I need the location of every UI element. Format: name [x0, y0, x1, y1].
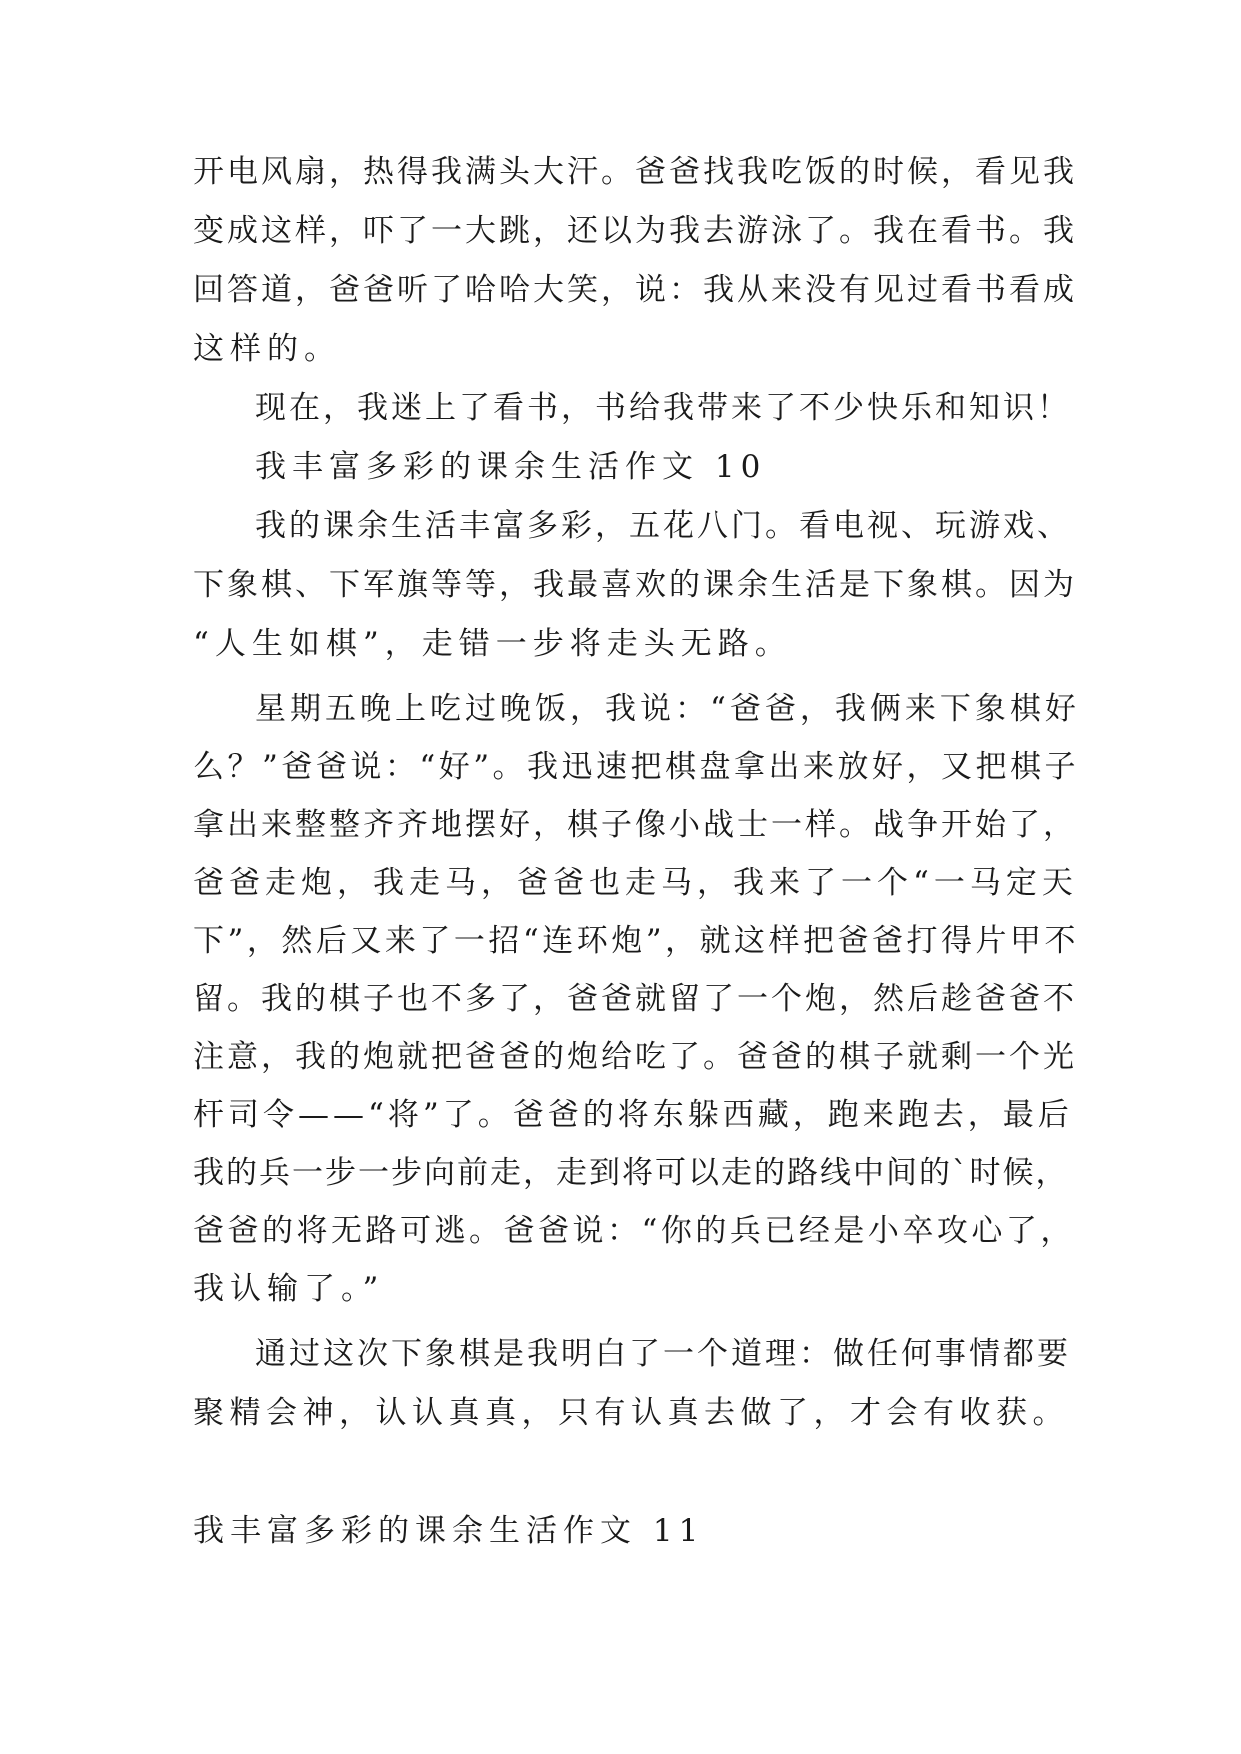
text-line: 聚精会神，认认真真，只有认真去做了，才会有收获。: [193, 1395, 1069, 1431]
text-line: 留。我的棋子也不多了，爸爸就留了一个炮，然后趁爸爸不: [193, 981, 1077, 1017]
text-line: 爸爸的将无路可逃。爸爸说：“你的兵已经是小卒攻心了，: [193, 1213, 1075, 1249]
text-line: 回答道，爸爸听了哈哈大笑，说：我从来没有见过看书看成: [193, 272, 1077, 308]
text-line: “人生如棋”，走错一步将走头无路。: [193, 626, 792, 662]
text-line: 通过这次下象棋是我明白了一个道理：做任何事情都要: [255, 1336, 1071, 1372]
text-line: 么？”爸爸说：“好”。我迅速把棋盘拿出来放好，又把棋子: [193, 749, 1080, 785]
text-line: 注意，我的炮就把爸爸的炮给吃了。爸爸的棋子就剩一个光: [193, 1039, 1077, 1075]
section-heading: 我丰富多彩的课余生活作文 10: [255, 449, 767, 485]
text-line: 拿出来整整齐齐地摆好，棋子像小战士一样。战争开始了，: [193, 807, 1077, 843]
text-line: 这样的。: [193, 331, 341, 367]
text-line: 开电风扇，热得我满头大汗。爸爸找我吃饭的时候，看见我: [193, 154, 1077, 190]
text-line: 现在，我迷上了看书，书给我带来了不少快乐和知识！: [255, 390, 1071, 426]
text-line: 杆司令——“将”了。爸爸的将东躲西藏，跑来跑去，最后: [193, 1097, 1073, 1133]
text-line: 变成这样，吓了一大跳，还以为我去游泳了。我在看书。我: [193, 213, 1077, 249]
text-line: 我认输了。”: [193, 1271, 385, 1307]
text-line: 爸爸走炮，我走马，爸爸也走马，我来了一个“一马定天: [193, 865, 1078, 901]
text-line: 我的课余生活丰富多彩，五花八门。看电视、玩游戏、: [255, 508, 1071, 544]
section-heading: 我丰富多彩的课余生活作文 11: [193, 1513, 705, 1549]
text-line: 下象棋、下军旗等等，我最喜欢的课余生活是下象棋。因为: [193, 567, 1077, 603]
text-line: 下”，然后又来了一招“连环炮”，就这样把爸爸打得片甲不: [193, 923, 1080, 959]
text-line: 星期五晚上吃过晚饭，我说：“爸爸，我俩来下象棋好: [255, 691, 1080, 727]
text-line: 我的兵一步一步向前走，走到将可以走的路线中间的`时候，: [193, 1155, 1069, 1191]
